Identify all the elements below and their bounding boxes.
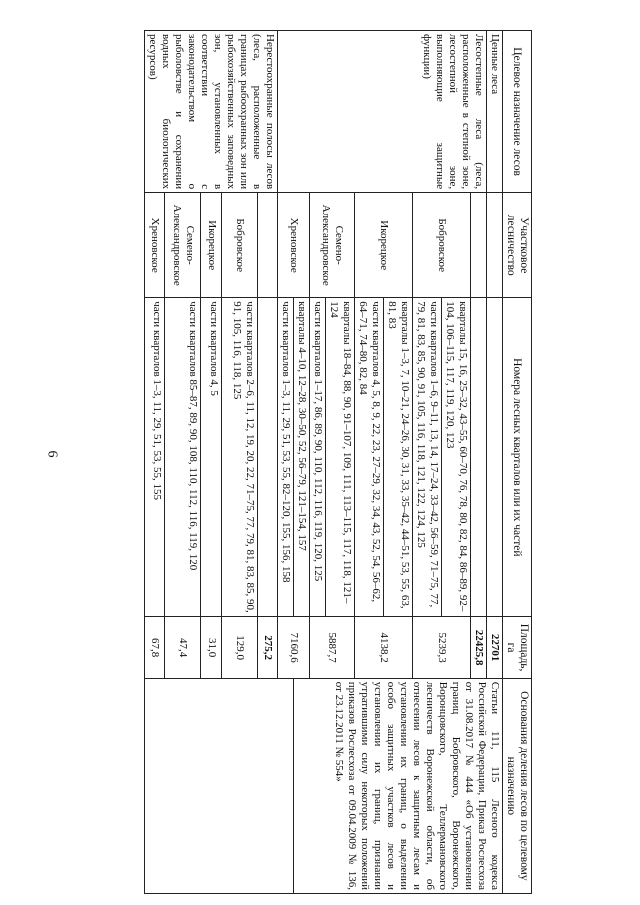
legal-basis: Статьи 111, 115 Лесного кодекса Российской Федерации, Приказ Рослесхоза от 31.08.2017 № 444 «Об установлении границ Бобровского, Воронежского, Воронцовского, Теллермановского лесничеств Воронежской области, об отнесении лесов к защитным лесам и установлении их границ, о выделении особо защитных участков лесов и установлении их границ, признании утратившими силу некоторых положений приказов Рослесхоза от 09.04.2009 № 136, от 23.12.2011 № 554» bbox=[294, 678, 503, 893]
quarters-cell: части кварталов 85–87, 89, 90, 108, 110, 112, 116, 119, 120 bbox=[165, 298, 201, 617]
quarters-cell: части кварталов 1–6, 9–11, 13, 14, 17–24, 33–42, 56–59, 71–75, 77, 79, 81, 83, 85, 90, 91, 105, 116, 118, 121, 122, 124, 125 bbox=[413, 298, 442, 617]
spawning-label: Нерестоохранные полосы лесов (леса, расположенные в границах рыбоохранных зон или рыбохозяйственных заповедных зон, установленных в соответствии с законодательством о рыболовстве и сохранении водных биологических ресурсов) bbox=[145, 31, 278, 193]
quarters-cell: части кварталов 1–3, 11, 29, 51, 53, 55, 155 bbox=[145, 298, 165, 617]
district-cell: Икорецкое bbox=[201, 193, 221, 298]
district-cell: Хреновское bbox=[278, 193, 310, 298]
valuable-area: 22701 bbox=[487, 617, 503, 678]
area-cell: 5239,3 bbox=[413, 617, 471, 678]
quarters-cell: части кварталов 1–3, 11, 29, 51, 53, 55, 82–120, 155, 156, 158 bbox=[278, 298, 294, 617]
area-cell: 47,4 bbox=[165, 617, 201, 678]
quarters-cell: части кварталов 1–17, 86, 89, 90, 110, 112, 116, 119, 120, 125 bbox=[310, 298, 326, 617]
area-cell: 7160,6 bbox=[278, 617, 310, 678]
quarters-cell: части кварталов 4, 5 bbox=[201, 298, 221, 617]
quarters-cell: кварталы 15, 16, 25–32, 43–55, 60–70, 76, 78, 80, 82, 84, 86–89, 92–104, 106–115, 117, 119, 120, 123 bbox=[442, 298, 471, 617]
district-cell: Бобровское bbox=[413, 193, 471, 298]
table-header-row bbox=[503, 31, 532, 894]
table-row bbox=[487, 31, 503, 894]
spawning-area: 275,2 bbox=[257, 617, 277, 678]
quarters-cell: кварталы 4–10, 12–28, 30–50, 52, 56–79, 121–154, 157 bbox=[294, 298, 310, 617]
district-cell: Икорецкое bbox=[355, 193, 413, 298]
quarters-cell: кварталы 18–84, 88, 90, 91–107, 109, 111, 113–115, 117, 118, 121–124 bbox=[326, 298, 355, 617]
district-cell: Семено-Александровское bbox=[310, 193, 355, 298]
area-cell: 67,8 bbox=[145, 617, 165, 678]
page-number: 6 bbox=[44, 450, 60, 458]
area-cell: 31,0 bbox=[201, 617, 221, 678]
steppe-area: 22425,8 bbox=[471, 617, 487, 678]
quarters-cell: части кварталов 2–6, 11, 12, 19, 20, 22, 71–75, 77, 79, 81, 83, 85, 90, 91, 105, 116, 118, 125 bbox=[221, 298, 257, 617]
header-area: Площадь, га bbox=[503, 617, 532, 678]
valuable-label: Ценные леса bbox=[487, 31, 503, 193]
header-basis: Основания деления лесов по целевому назначению bbox=[503, 678, 532, 893]
area-cell: 5887,7 bbox=[310, 617, 355, 678]
quarters-cell: кварталы 1–3, 7, 10–21, 24–26, 30, 31, 33, 35–42, 44–51, 53, 55, 63, 81, 83 bbox=[384, 298, 413, 617]
district-cell: Хреновское bbox=[145, 193, 165, 298]
area-cell: 129,0 bbox=[221, 617, 257, 678]
quarters-cell: части кварталов 4, 5, 8, 9, 22, 23, 27–29, 32, 34, 43, 52, 54, 56–62, 64–71, 74–80, 82, 84 bbox=[355, 298, 384, 617]
header-purpose: Целевое назначение лесов bbox=[503, 31, 532, 193]
header-quarters: Номера лесных кварталов или их частей bbox=[503, 298, 532, 617]
district-cell: Семено-Александровское bbox=[165, 193, 201, 298]
steppe-label: Лесостепные леса (леса, расположенные в степной зоне, лесостепной зоне, выполняющие защитные функции) bbox=[278, 31, 487, 193]
header-district: Участковое лесничество bbox=[503, 193, 532, 298]
area-cell: 4138,2 bbox=[355, 617, 413, 678]
forest-purpose-table bbox=[144, 30, 532, 894]
district-cell: Бобровское bbox=[221, 193, 257, 298]
